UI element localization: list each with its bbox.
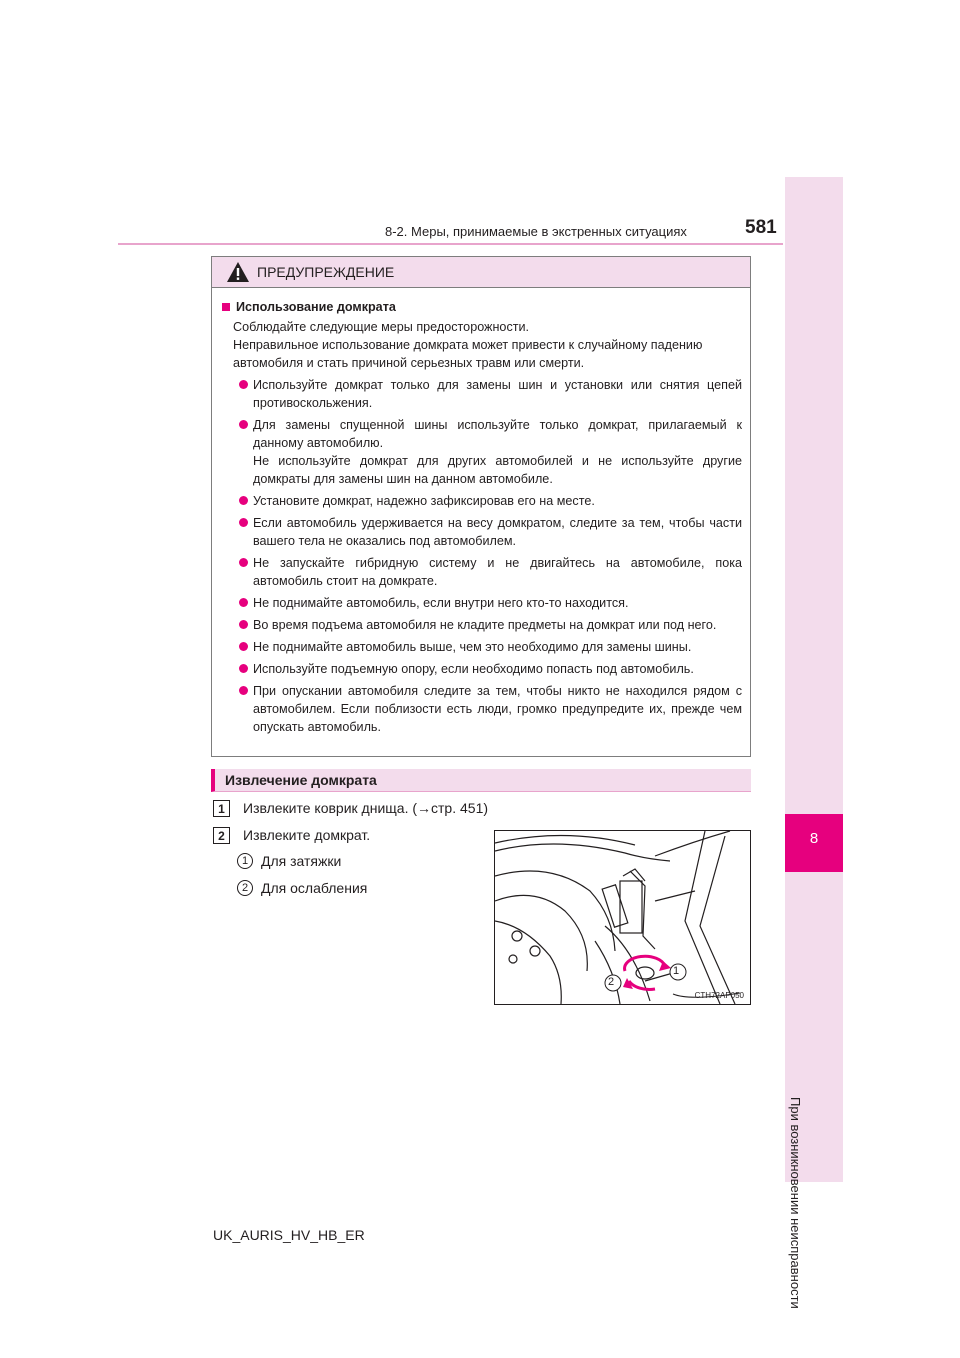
running-header-section-title: 8-2. Меры, принимаемые в экстренных ситуациях [385,224,687,239]
bullet-dot-icon [239,558,248,567]
chapter-side-tab [785,177,843,1182]
warning-bullet-text: Если автомобиль удерживается на весу домкратом, следите за тем, чтобы части вашего тела не оказались под автомобилем. [253,516,742,548]
bullet-dot-icon [239,686,248,695]
warning-bullet [222,594,742,612]
warning-bullet [222,514,742,550]
warning-bullet [222,616,742,634]
warning-bullet [222,492,742,510]
warning-bullet-text: Во время подъема автомобиля не кладите предметы на домкрат или под него. [253,618,717,632]
callout-label: 1 [673,965,680,977]
warning-bullet [222,376,742,412]
warning-subheading-text: Использование домкрата [236,300,396,314]
warning-header [212,257,750,288]
warning-bullet-text: Не поднимайте автомобиль, если внутри него кто-то находится. [253,596,629,610]
substep-text: Для ослабления [261,880,368,896]
substep-number-circle: 1 [237,853,253,869]
jack-illustration-drawing [495,831,750,1004]
warning-bullet-text: Используйте подъемную опору, если необходимо попасть под автомобиль. [253,662,694,676]
warning-bullet [222,682,742,736]
warning-bullet-text: Не используйте домкрат для других автомобилей и не используйте другие домкраты для замены шин на данном автомобиле. [253,454,742,486]
section-heading-text: Извлечение домкрата [225,772,377,788]
step-text: Извлеките домкрат. [243,827,371,843]
bullet-dot-icon [239,420,248,429]
bullet-dot-icon [239,664,248,673]
jack-illustration [494,830,751,1005]
step-number-box: 1 [213,800,230,817]
warning-title: ПРЕДУПРЕЖДЕНИЕ [257,264,395,280]
warning-box [211,256,751,757]
warning-bullet-text: Используйте домкрат только для замены шин и установки или снятия цепей противоскольжения. [253,378,742,410]
warning-bullet-text: Не запускайте гибридную систему и не двигайтесь на автомобиле, пока автомобиль стоит на домкрате. [253,556,742,588]
substep-number-circle: 2 [237,880,253,896]
illustration-code: CTH72AP050 [694,991,744,1000]
warning-bullet-text: Для замены спущенной шины используйте только домкрат, прилагаемый к данному автомобилю. [253,418,742,450]
warning-bullet [222,660,742,678]
substep-text: Для затяжки [261,853,342,869]
warning-intro [222,318,742,372]
chapter-number: 8 [809,830,819,847]
page-number: 581 [745,217,777,238]
bullet-dot-icon [239,642,248,651]
bullet-dot-icon [239,496,248,505]
warning-bullet-text: Не поднимайте автомобиль выше, чем это необходимо для замены шины. [253,640,692,654]
warning-bullet [222,416,742,488]
chapter-title: При возникновении неисправности [788,1097,803,1309]
warning-subheading [222,298,742,316]
bullet-dot-icon [239,620,248,629]
bullet-dot-icon [239,380,248,389]
step-number-box: 2 [213,827,230,844]
step-text: Извлеките коврик днища. (→стр. 451) [243,800,489,816]
bullet-dot-icon [239,598,248,607]
warning-bullet [222,554,742,590]
warning-body [212,288,750,736]
square-bullet-icon [222,303,230,311]
section-heading [211,769,751,792]
header-rule [118,243,783,245]
bullet-dot-icon [239,518,248,527]
warning-intro-line: Неправильное использование домкрата может привести к случайному падению автомобиля и стать причиной серьезных травм или смерти. [233,338,703,370]
warning-intro-line: Соблюдайте следующие меры предосторожности. [233,320,530,334]
document-footer-code: UK_AURIS_HV_HB_ER [213,1227,365,1243]
warning-bullet [222,638,742,656]
warning-bullet-text: При опускании автомобиля следите за тем, чтобы никто не находился рядом с автомобилем. Если поблизости есть люди, громко предупредите их, прежде чем опускать автомобиль. [253,684,742,734]
warning-bullet-text: Установите домкрат, надежно зафиксировав его на месте. [253,494,595,508]
callout-label: 2 [608,976,615,988]
warning-triangle-icon [226,261,250,283]
